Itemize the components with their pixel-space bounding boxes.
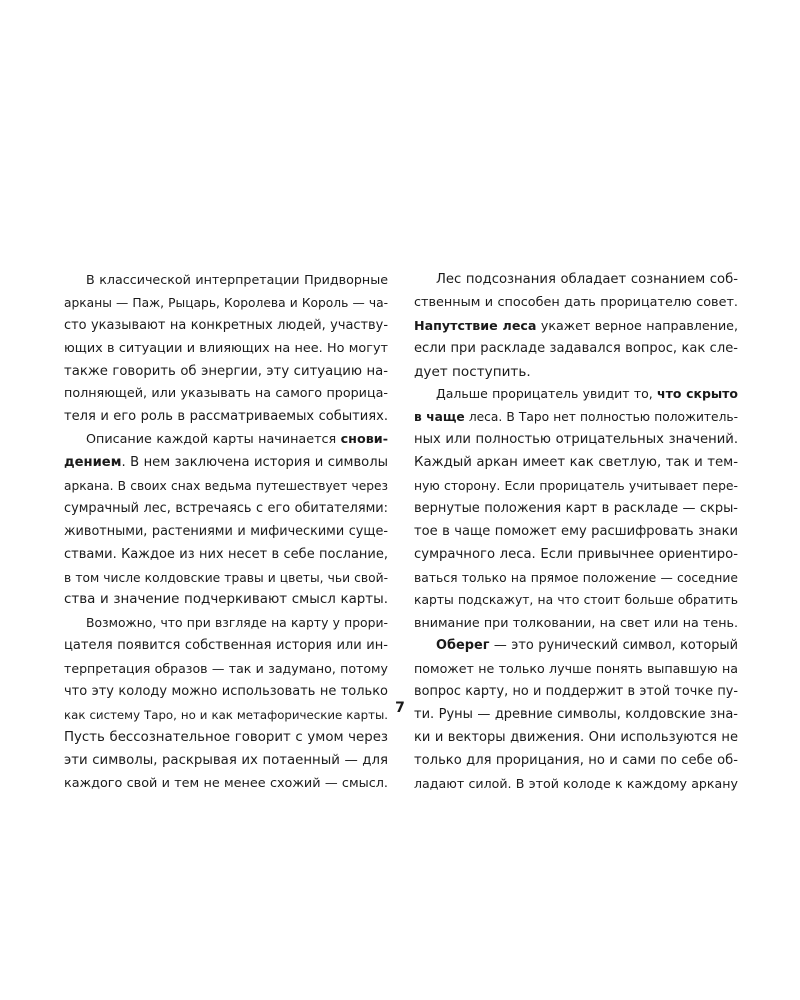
text-run: Дальше прорицатель увидит то, — [436, 386, 658, 402]
text-line: только для прорицания, но и сами по себе об- — [414, 752, 738, 768]
text-line: Лес подсознания обладает сознанием соб- — [436, 272, 738, 287]
text-line: ства и значение подчеркивают смысл карты. — [64, 592, 388, 608]
text-line: в том числе колдовские травы и цветы, чьи свой- — [64, 570, 388, 585]
text-line: ющих в ситуации и влияющих на нее. Но могут — [64, 340, 388, 356]
text-line: сто указывают на конкретных людей, участву- — [64, 317, 388, 333]
text-line: тое в чаще поможет ему расшифровать знаки — [414, 523, 738, 539]
text-line: сумрачный лес, встречаясь с его обитателями: — [64, 500, 388, 516]
text-line: ных или полностью отрицательных значений. — [414, 432, 738, 448]
text-line: ственным и способен дать прорицателю совет. — [414, 294, 738, 310]
text-line: ти. Руны — древние символы, колдовские зна- — [414, 706, 738, 722]
bold-term: в чаще — [414, 410, 465, 425]
text-line: что эту колоду можно использовать не только — [64, 684, 388, 700]
text-run: Описание каждой карты начинается — [86, 432, 341, 448]
bold-term: что скрыто — [657, 386, 738, 402]
text-line: внимание при толковании, на свет или на тень. — [414, 615, 738, 631]
text-line: карты подскажут, на что стоит больше обратить — [414, 593, 738, 608]
text-line: каждого свой и тем не менее схожий — смысл. — [64, 775, 388, 791]
text-line: вернутые положения карт в раскладе — скры- — [414, 500, 738, 516]
text-line: арканы — Паж, Рыцарь, Королева и Король — ча- — [64, 295, 388, 310]
text-line — [414, 406, 738, 429]
text-line: дует поступить. — [414, 363, 531, 380]
text-run: укажет верное направление, — [536, 317, 738, 333]
text-line: животными, растениями и мифическими суще- — [64, 523, 388, 539]
bold-term: Оберег — [436, 638, 490, 654]
text-line: поможет не только лучше понять выпавшую на — [414, 661, 738, 677]
text-line: ную сторону. Если прорицатель учитывает пере- — [414, 479, 738, 494]
text-line: ки и векторы движения. Они используются не — [414, 729, 738, 745]
text-line: если при раскладе задавался вопрос, как сле- — [414, 340, 738, 356]
text-line: теля и его роль в рассматриваемых событиях. — [64, 409, 388, 425]
text-line: В классической интерпретации Придворные — [86, 272, 388, 287]
text-line: аркана. В своих снах ведьма путешествует через — [64, 479, 388, 494]
bold-term: Напутствие леса — [414, 317, 537, 333]
bold-term: дением — [64, 455, 122, 471]
right-column — [414, 269, 738, 795]
text-line — [414, 635, 738, 658]
text-run: . В нем заключена история и символы — [121, 455, 388, 471]
text-line: ствами. Каждое из них несет в себе послание, — [64, 546, 388, 562]
text-line: эти символы, раскрывая их потаенный — для — [64, 752, 388, 768]
text-line — [64, 429, 388, 452]
text-run: леса. В Таро нет полностью положитель- — [464, 410, 738, 425]
text-line: Каждый аркан имеет как светлую, так и тем- — [414, 455, 738, 471]
text-line: Возможно, что при взгляде на карту у прори- — [86, 615, 388, 631]
text-line: цателя появится собственная история или ин- — [64, 638, 388, 654]
left-column — [64, 269, 388, 795]
text-line — [414, 383, 738, 406]
text-line: ладают силой. В этой колоде к каждому аркану — [414, 775, 738, 791]
page-number: 7 — [395, 700, 405, 716]
text-line: вопрос карту, но и поддержит в этой точке пу- — [414, 684, 738, 700]
text-line: терпретация образов — так и задумано, потому — [64, 661, 388, 677]
text-line: также говорить об энергии, эту ситуацию на- — [64, 363, 388, 379]
bold-term: снови- — [340, 432, 388, 448]
text-line — [414, 315, 738, 338]
text-line: сумрачного леса. Если привычнее ориентиро- — [414, 546, 738, 562]
text-line: Пусть бессознательное говорит с умом через — [64, 729, 388, 745]
text-line — [64, 452, 388, 475]
text-line: ваться только на прямое положение — соседние — [414, 570, 738, 585]
text-line: как систему Таро, но и как метафорические карты. — [64, 707, 388, 722]
text-run: — это рунический символ, который — [489, 638, 738, 654]
text-line: полняющей, или указывать на самого прорица- — [64, 386, 388, 402]
